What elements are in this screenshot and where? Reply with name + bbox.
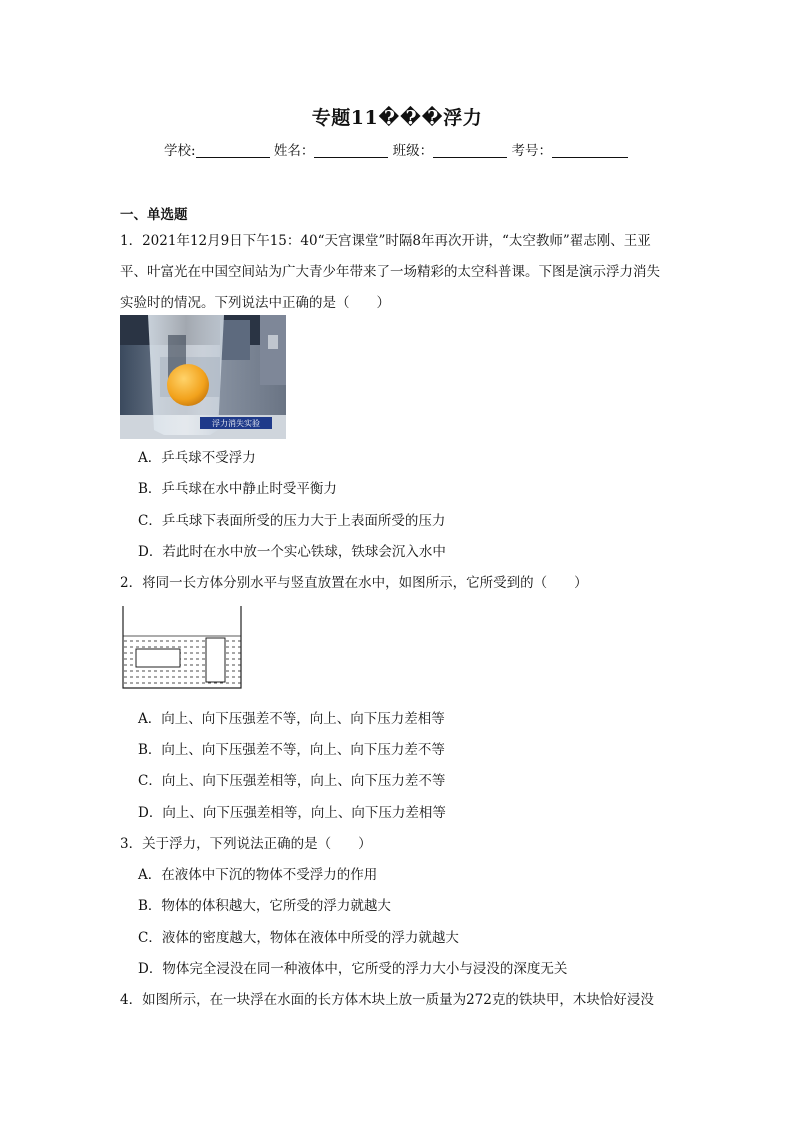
question-2-option-a[interactable]: A．向上、向下压强差不等，向上、向下压力差相等 — [138, 711, 445, 727]
student-info-line — [164, 139, 628, 159]
question-3-option-d[interactable]: D．物体完全浸没在同一种液体中，它所受的浮力大小与浸没的深度无关 — [138, 961, 568, 977]
question-3-option-c[interactable]: C．液体的密度越大，物体在液体中所受的浮力就越大 — [138, 930, 459, 946]
section-heading: 一、单选题 — [120, 207, 188, 223]
name-blank[interactable] — [314, 143, 388, 158]
name-label: 姓名： — [273, 143, 315, 159]
question-1-line-2: 平、叶富光在中国空间站为广大青少年带来了一场精彩的太空科普课。下图是演示浮力消失 — [120, 264, 660, 280]
question-1-option-c[interactable]: C．乒乓球下表面所受的压力大于上表面所受的压力 — [138, 513, 446, 529]
class-blank[interactable] — [433, 143, 507, 158]
class-label: 班级： — [392, 143, 434, 159]
question-3-stem: 3．关于浮力，下列说法正确的是（ ） — [120, 836, 372, 852]
school-blank[interactable] — [196, 143, 270, 158]
question-2-stem: 2．将同一长方体分别水平与竖直放置在水中，如图所示，它所受到的（ ） — [120, 575, 588, 591]
page-title: 专题11���浮力 — [311, 107, 483, 129]
question-1-line-1: 1．2021年12月9日下午15：40“天宫课堂”时隔8年再次开讲，“太空教师”翟志刚、王亚 — [120, 233, 651, 249]
question-3-option-b[interactable]: B．物体的体积越大，它所受的浮力就越大 — [138, 898, 391, 914]
floating-ball-experiment-photo — [120, 315, 286, 439]
school-label: 学校: — [164, 143, 196, 159]
exam-number-blank[interactable] — [552, 143, 628, 158]
question-2-option-d[interactable]: D．向上、向下压强差相等，向上、向下压力差相等 — [138, 805, 446, 821]
water-container-diagram — [118, 602, 246, 692]
question-1-option-d[interactable]: D．若此时在水中放一个实心铁球，铁球会沉入水中 — [138, 544, 446, 560]
question-1-line-3: 实验时的情况。下列说法中正确的是（ ） — [120, 295, 390, 311]
question-2-option-b[interactable]: B．向上、向下压强差不等，向上、向下压力差不等 — [138, 742, 445, 758]
photo-caption: 浮力消失实验 — [212, 419, 260, 428]
question-1-option-a[interactable]: A．乒乓球不受浮力 — [138, 450, 256, 466]
exam-number-label: 考号： — [511, 143, 552, 159]
question-1-option-b[interactable]: B．乒乓球在水中静止时受平衡力 — [138, 481, 337, 497]
question-3-option-a[interactable]: A．在液体中下沉的物体不受浮力的作用 — [138, 867, 378, 883]
question-2-option-c[interactable]: C．向上、向下压强差相等，向上、向下压力差不等 — [138, 773, 446, 789]
question-4-stem: 4．如图所示，在一块浮在水面的长方体木块上放一质量为272克的铁块甲，木块恰好浸没 — [120, 992, 654, 1008]
